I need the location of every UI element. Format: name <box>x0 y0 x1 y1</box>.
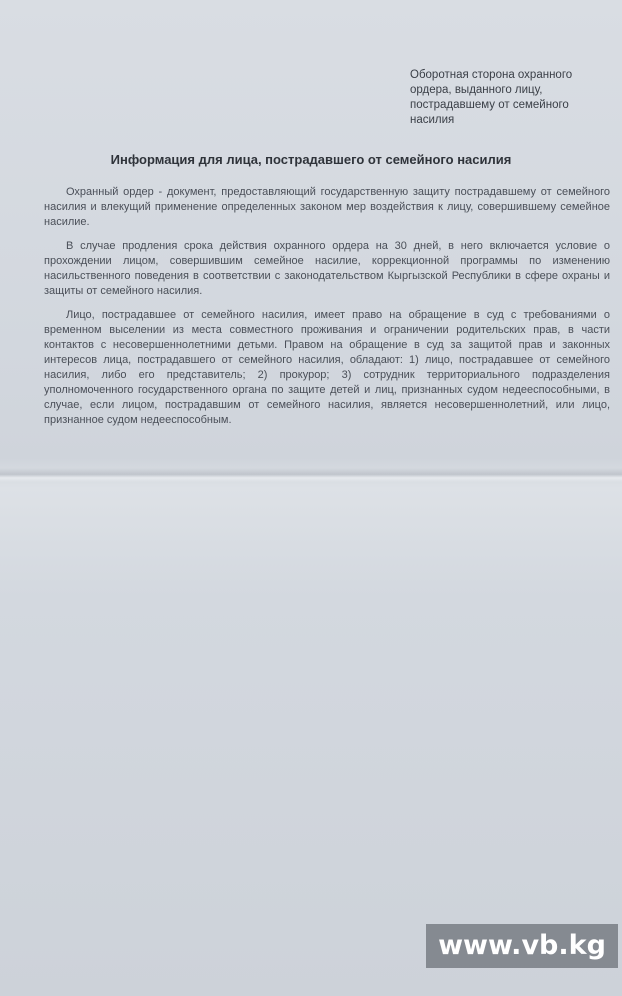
header-note-line: насилия <box>410 114 455 126</box>
header-note-line: пострадавшему от семейного <box>410 99 569 111</box>
paper-fold <box>0 468 622 482</box>
paragraph: Лицо, пострадавшее от семейного насилия, имеет право на обращение в суд с требованиями о временном выселении из места совместного проживания и ограничении родительских прав, в части контактов с несовершеннолетними детьми. Правом на обращение в суд за защитой прав и законных интересов лица, пострадавшего от семейного насилия, обладают: 1) лицо, пострадавшее от семейного насилия, либо его представитель; 2) прокурор; 3) сотрудник территориального подразделения уполномоченного государственного органа по защите детей и лиц, признанных судом недееспособными, в случае, если лицом, пострадавшим от семейного насилия, является несовершеннолетний, или лицо, признанное судом недееспособным. <box>44 309 610 426</box>
document-title: Информация для лица, пострадавшего от семейного насилия <box>110 152 512 167</box>
paragraph: Охранный ордер - документ, предоставляющий государственную защиту пострадавшему от семейного насилия и влекущий применение определенных законом мер воздействия к лицу, совершившему семейное насилие. <box>44 186 610 228</box>
header-note-line: ордера, выданного лицу, <box>410 84 543 96</box>
header-note-line: Оборотная сторона охранного <box>410 69 573 81</box>
document-body <box>44 185 610 437</box>
watermark: www.vb.kg <box>426 924 618 968</box>
paragraph: В случае продления срока действия охранного ордера на 30 дней, в него включается условие о прохождении лицом, совершившим семейное насилие, коррекционной программы по изменению насильственного поведения в соответствии с законодательством Кыргызской Республики в сфере охраны и защиты от семейного насилия. <box>44 240 610 297</box>
header-note <box>410 68 610 128</box>
